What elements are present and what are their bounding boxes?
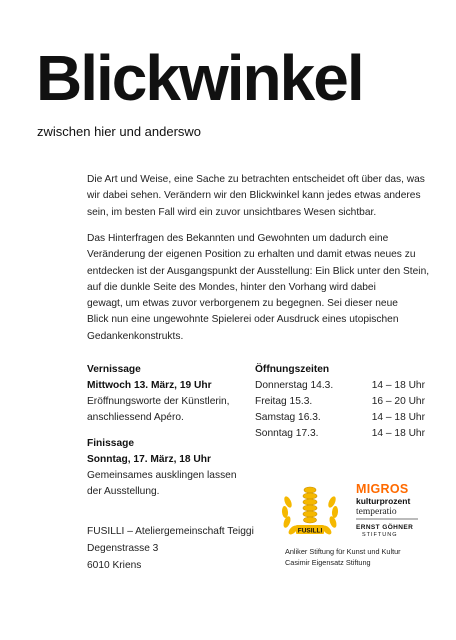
hours-time: 14 – 18 Uhr xyxy=(371,380,425,391)
finissage-date: Sonntag, 17. März, 18 Uhr xyxy=(87,454,211,465)
venue-street: Degenstrasse 3 xyxy=(87,543,159,554)
text-line: auf die dunkle Seite des Mondes, hinter den Vorhang wird dabei xyxy=(87,281,376,293)
venue-city: 6010 Kriens xyxy=(87,560,142,571)
hours-time: 14 – 18 Uhr xyxy=(371,412,425,423)
text-line: Die Art und Weise, eine Sache zu betrachten entscheidet oft über das, was xyxy=(87,174,425,185)
goehner-logo-line1: ERNST GÖHNER xyxy=(356,524,414,531)
opening-hours-heading: Öffnungszeiten xyxy=(255,364,330,375)
page-title: Blickwinkel xyxy=(36,42,363,114)
hours-time: 16 – 20 Uhr xyxy=(371,396,425,407)
intro-paragraph-1 xyxy=(87,172,425,221)
finissage-block xyxy=(87,436,237,500)
text-line: Das Hinterfragen des Bekannten und Gewohnten um dadurch eine xyxy=(87,233,389,244)
hours-day: Donnerstag 14.3. xyxy=(255,380,334,391)
goehner-logo-line2: STIFTUNG xyxy=(362,532,398,538)
hours-day: Sonntag 17.3. xyxy=(255,428,319,439)
vernissage-date: Mittwoch 13. März, 19 Uhr xyxy=(87,380,212,391)
finissage-text: Gemeinsames ausklingen lassen xyxy=(87,470,237,481)
kulturprozent-logo: kulturprozent xyxy=(356,496,411,506)
vernissage-block xyxy=(87,362,230,426)
text-line: Blick nun eine ungewohnte Spielerei oder Ausdruck eines utopischen xyxy=(87,314,399,326)
hours-row xyxy=(255,378,425,394)
opening-hours-block xyxy=(255,362,425,442)
hours-time: 14 – 18 Uhr xyxy=(371,428,425,439)
fusilli-wordmark: FUSILLI xyxy=(297,527,323,535)
text-line: wir dabei sehen. Verändern wir den Blickwinkel kann jedes etwas anderes xyxy=(87,190,421,202)
vernissage-text: anschliessend Apéro. xyxy=(87,412,184,423)
text-line: sein, im besten Fall wird ein zuvor unsichtbares Wesen sichtbar. xyxy=(87,206,377,218)
temperatio-underline xyxy=(356,518,418,520)
finissage-heading: Finissage xyxy=(87,438,134,449)
text-line: entdecken ist der Ausgangspunkt der Ausstellung: Ein Blick unter den Stein, xyxy=(87,265,430,277)
venue-address xyxy=(87,523,254,574)
text-line: Gedankenkonstrukts. xyxy=(87,330,184,342)
text-line: gewagt, um etwas zuvor verborgenem zu begegnen. Sei dieser neue xyxy=(87,298,398,310)
venue-name: FUSILLI – Ateliergemeinschaft Teiggi xyxy=(87,526,254,537)
sponsor-list xyxy=(285,546,401,568)
fusilli-logo xyxy=(278,482,342,540)
hours-row xyxy=(255,426,425,442)
temperatio-logo: temperatio xyxy=(356,507,397,517)
hours-row xyxy=(255,394,425,410)
migros-logo: MIGROS xyxy=(356,482,409,496)
hours-day: Samstag 16.3. xyxy=(255,412,321,423)
sponsor-name: Casimir Eigensatz Stiftung xyxy=(285,558,371,567)
finissage-text: der Ausstellung. xyxy=(87,486,160,497)
page-subtitle: zwischen hier und anderswo xyxy=(37,124,202,139)
vernissage-heading: Vernissage xyxy=(87,364,141,375)
sponsor-name: Anliker Stiftung für Kunst und Kultur xyxy=(285,547,401,556)
vernissage-text: Eröffnungsworte der Künstlerin, xyxy=(87,396,230,407)
intro-paragraph-2 xyxy=(87,231,430,345)
text-line: Veränderung der eigenen Position zu erhalten und damit etwas neues zu xyxy=(87,249,416,261)
hours-row xyxy=(255,410,425,426)
hours-day: Freitag 15.3. xyxy=(255,396,313,407)
